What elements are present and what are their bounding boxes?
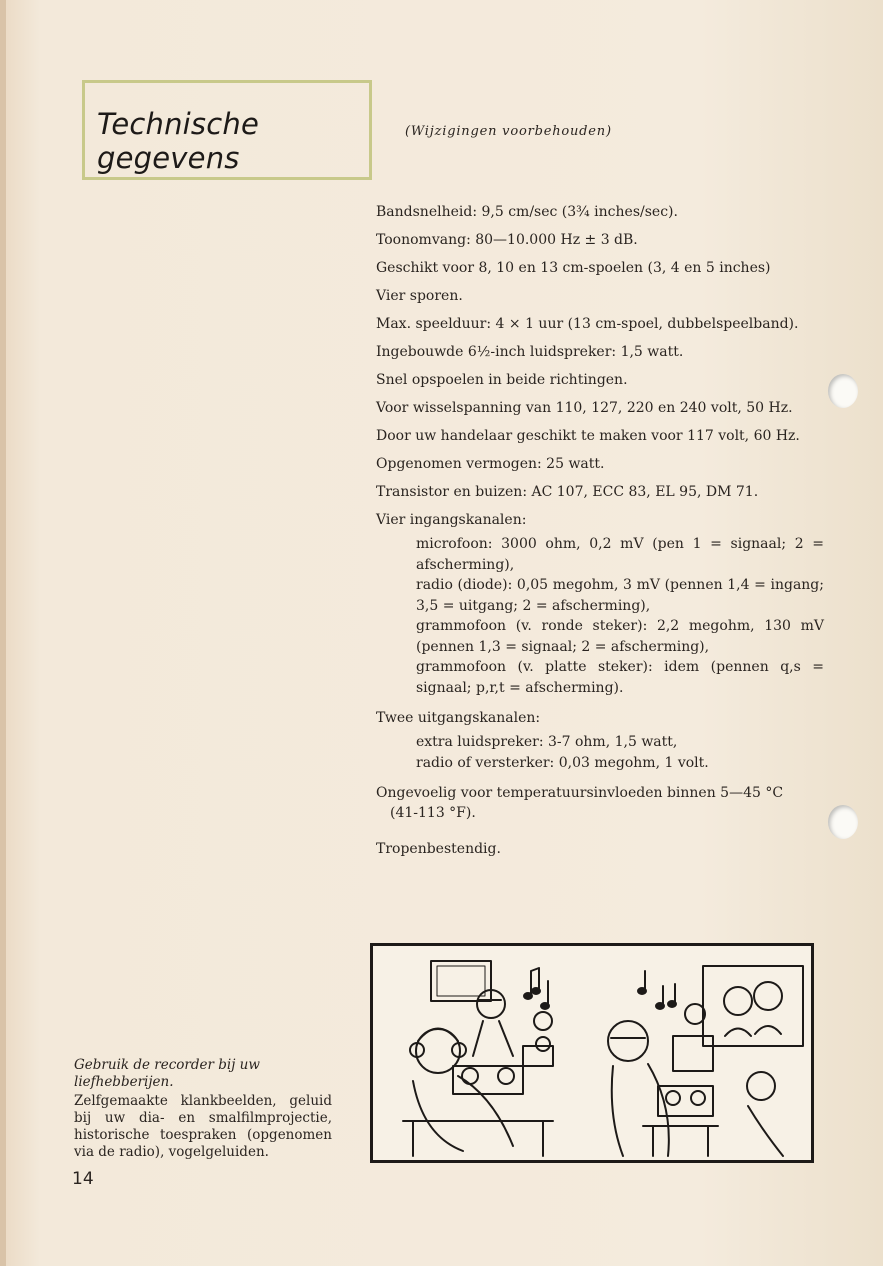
spec-line: Opgenomen vermogen: 25 watt.	[376, 456, 605, 472]
page-number: 14	[72, 1169, 94, 1189]
tropen-spec: Tropenbestendig.	[376, 841, 501, 857]
temperature-line-2: (41-113 °F).	[390, 805, 476, 821]
temperature-spec	[376, 783, 824, 823]
cartoon-drawing	[373, 946, 811, 1160]
outputs-heading: Twee uitgangskanalen:	[376, 710, 541, 726]
temperature-line: Ongevoelig voor temperatuursinvloeden binnen 5—45 °C	[376, 785, 784, 801]
spec-line: Toonomvang: 80—10.000 Hz ± 3 dB.	[376, 232, 638, 248]
spec-line: Ingebouwde 6½-inch luidspreker: 1,5 watt.	[376, 344, 684, 360]
caption-heading: Gebruik de recorder bij uw liefhebberijen.	[74, 1057, 260, 1090]
spec-list	[376, 204, 824, 857]
caption-body: Zelfgemaakte klankbeelden, geluid bij uw dia- en smalfilmprojectie, historische toespraken (opgenomen via de radio), vogelgeluiden.	[74, 1093, 332, 1160]
illustration-caption	[74, 1057, 332, 1161]
binder-hole	[828, 374, 858, 408]
spec-line: Max. speelduur: 4 × 1 uur (13 cm-spoel, dubbelspeelband).	[376, 316, 799, 332]
page-subtitle: (Wijzigingen voorbehouden)	[405, 124, 612, 139]
input-channel: radio (diode): 0,05 megohm, 3 mV (pennen 1,4 = ingang; 3,5 = uitgang; 2 = afscherming),	[416, 577, 824, 614]
spec-line: Transistor en buizen: AC 107, ECC 83, EL 95, DM 71.	[376, 484, 759, 500]
spec-line: Geschikt voor 8, 10 en 13 cm-spoelen (3, 4 en 5 inches)	[376, 260, 771, 276]
output-channel: extra luidspreker: 3-7 ohm, 1,5 watt,	[416, 734, 678, 750]
title-box	[82, 80, 372, 180]
spec-line: Snel opspoelen in beide richtingen.	[376, 372, 628, 388]
input-channel: grammofoon (v. platte steker): idem (pennen q,s = signaal; p,r,t = afscherming).	[416, 659, 824, 696]
output-channel: radio of versterker: 0,03 megohm, 1 volt.	[416, 754, 709, 771]
spec-line: Voor wisselspanning van 110, 127, 220 en 240 volt, 50 Hz.	[376, 400, 793, 416]
spec-line: Bandsnelheid: 9,5 cm/sec (3¾ inches/sec).	[376, 204, 678, 220]
binder-hole	[828, 805, 858, 839]
picture-frame	[431, 961, 491, 1001]
inputs-heading: Vier ingangskanalen:	[376, 512, 527, 528]
page-edge	[0, 0, 6, 1266]
cartoon-illustration	[370, 943, 814, 1163]
spec-line: Door uw handelaar geschikt te maken voor 117 volt, 60 Hz.	[376, 428, 800, 444]
input-channel: grammofoon (v. ronde steker): 2,2 megohm, 130 mV (pennen 1,3 = signaal; 2 = afscherming),	[416, 618, 824, 655]
page-title: Technische gegevens	[97, 107, 260, 175]
spec-line: Vier sporen.	[376, 288, 463, 304]
input-channel: microfoon: 3000 ohm, 0,2 mV (pen 1 = signaal; 2 = afscherming),	[416, 536, 824, 573]
